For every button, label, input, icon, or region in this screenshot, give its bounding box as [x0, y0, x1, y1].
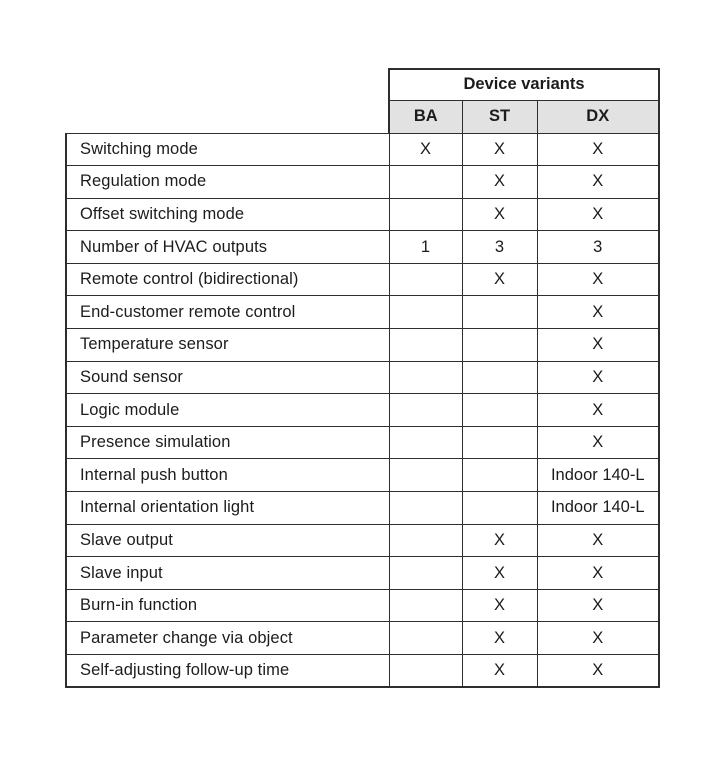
feature-label: Sound sensor	[66, 361, 389, 394]
feature-label: Logic module	[66, 394, 389, 427]
feature-label: Regulation mode	[66, 166, 389, 199]
value-st	[462, 492, 537, 525]
value-st: X	[462, 655, 537, 688]
feature-label: Slave input	[66, 557, 389, 590]
table-row	[66, 655, 659, 688]
value-dx: X	[537, 133, 659, 166]
value-dx: X	[537, 263, 659, 296]
value-st: X	[462, 622, 537, 655]
value-ba	[389, 459, 462, 492]
value-ba	[389, 492, 462, 525]
table-row	[66, 263, 659, 296]
value-dx: X	[537, 394, 659, 427]
value-st: X	[462, 524, 537, 557]
device-variants-table	[65, 68, 660, 688]
feature-label: Slave output	[66, 524, 389, 557]
value-ba: 1	[389, 231, 462, 264]
table-row	[66, 426, 659, 459]
value-st: X	[462, 166, 537, 199]
value-ba	[389, 394, 462, 427]
value-dx: X	[537, 589, 659, 622]
value-ba	[389, 166, 462, 199]
value-dx: X	[537, 296, 659, 329]
table-row	[66, 557, 659, 590]
value-dx: 3	[537, 231, 659, 264]
value-dx: X	[537, 655, 659, 688]
value-st: X	[462, 133, 537, 166]
value-ba	[389, 296, 462, 329]
feature-label: Remote control (bidirectional)	[66, 263, 389, 296]
value-st: X	[462, 589, 537, 622]
value-st: X	[462, 198, 537, 231]
value-ba	[389, 524, 462, 557]
table-row	[66, 492, 659, 525]
column-header-st: ST	[462, 100, 537, 133]
value-ba	[389, 329, 462, 362]
value-st	[462, 329, 537, 362]
value-dx: X	[537, 622, 659, 655]
value-ba	[389, 263, 462, 296]
feature-label: Temperature sensor	[66, 329, 389, 362]
value-ba	[389, 198, 462, 231]
value-ba	[389, 589, 462, 622]
feature-label: End-customer remote control	[66, 296, 389, 329]
value-st: X	[462, 263, 537, 296]
value-st	[462, 296, 537, 329]
value-dx: Indoor 140-L	[537, 492, 659, 525]
table-row	[66, 589, 659, 622]
value-dx: X	[537, 329, 659, 362]
group-header-row	[66, 69, 659, 100]
value-ba: X	[389, 133, 462, 166]
table-row	[66, 394, 659, 427]
blank-corner-cell	[66, 100, 389, 133]
value-ba	[389, 361, 462, 394]
value-dx: X	[537, 361, 659, 394]
value-st: X	[462, 557, 537, 590]
value-dx: X	[537, 166, 659, 199]
value-st	[462, 394, 537, 427]
value-ba	[389, 655, 462, 688]
value-ba	[389, 622, 462, 655]
table-row	[66, 361, 659, 394]
value-dx: X	[537, 426, 659, 459]
table-row	[66, 296, 659, 329]
value-dx: Indoor 140-L	[537, 459, 659, 492]
value-ba	[389, 557, 462, 590]
feature-label: Internal push button	[66, 459, 389, 492]
value-st	[462, 361, 537, 394]
value-ba	[389, 426, 462, 459]
feature-label: Burn-in function	[66, 589, 389, 622]
table-row	[66, 166, 659, 199]
column-header-dx: DX	[537, 100, 659, 133]
table-row	[66, 524, 659, 557]
value-dx: X	[537, 557, 659, 590]
device-variants-table-container	[65, 68, 660, 688]
feature-label: Presence simulation	[66, 426, 389, 459]
blank-corner-cell	[66, 69, 389, 100]
table-row	[66, 198, 659, 231]
column-header-ba: BA	[389, 100, 462, 133]
table-row	[66, 329, 659, 362]
table-row	[66, 459, 659, 492]
feature-label: Internal orientation light	[66, 492, 389, 525]
value-dx: X	[537, 198, 659, 231]
feature-label: Number of HVAC outputs	[66, 231, 389, 264]
table-body	[66, 133, 659, 687]
feature-label: Switching mode	[66, 133, 389, 166]
value-st	[462, 426, 537, 459]
feature-label: Offset switching mode	[66, 198, 389, 231]
table-title: Device variants	[389, 69, 659, 100]
value-st: 3	[462, 231, 537, 264]
feature-label: Parameter change via object	[66, 622, 389, 655]
column-header-row	[66, 100, 659, 133]
value-dx: X	[537, 524, 659, 557]
table-row	[66, 133, 659, 166]
table-row	[66, 622, 659, 655]
table-row	[66, 231, 659, 264]
feature-label: Self-adjusting follow-up time	[66, 655, 389, 688]
value-st	[462, 459, 537, 492]
